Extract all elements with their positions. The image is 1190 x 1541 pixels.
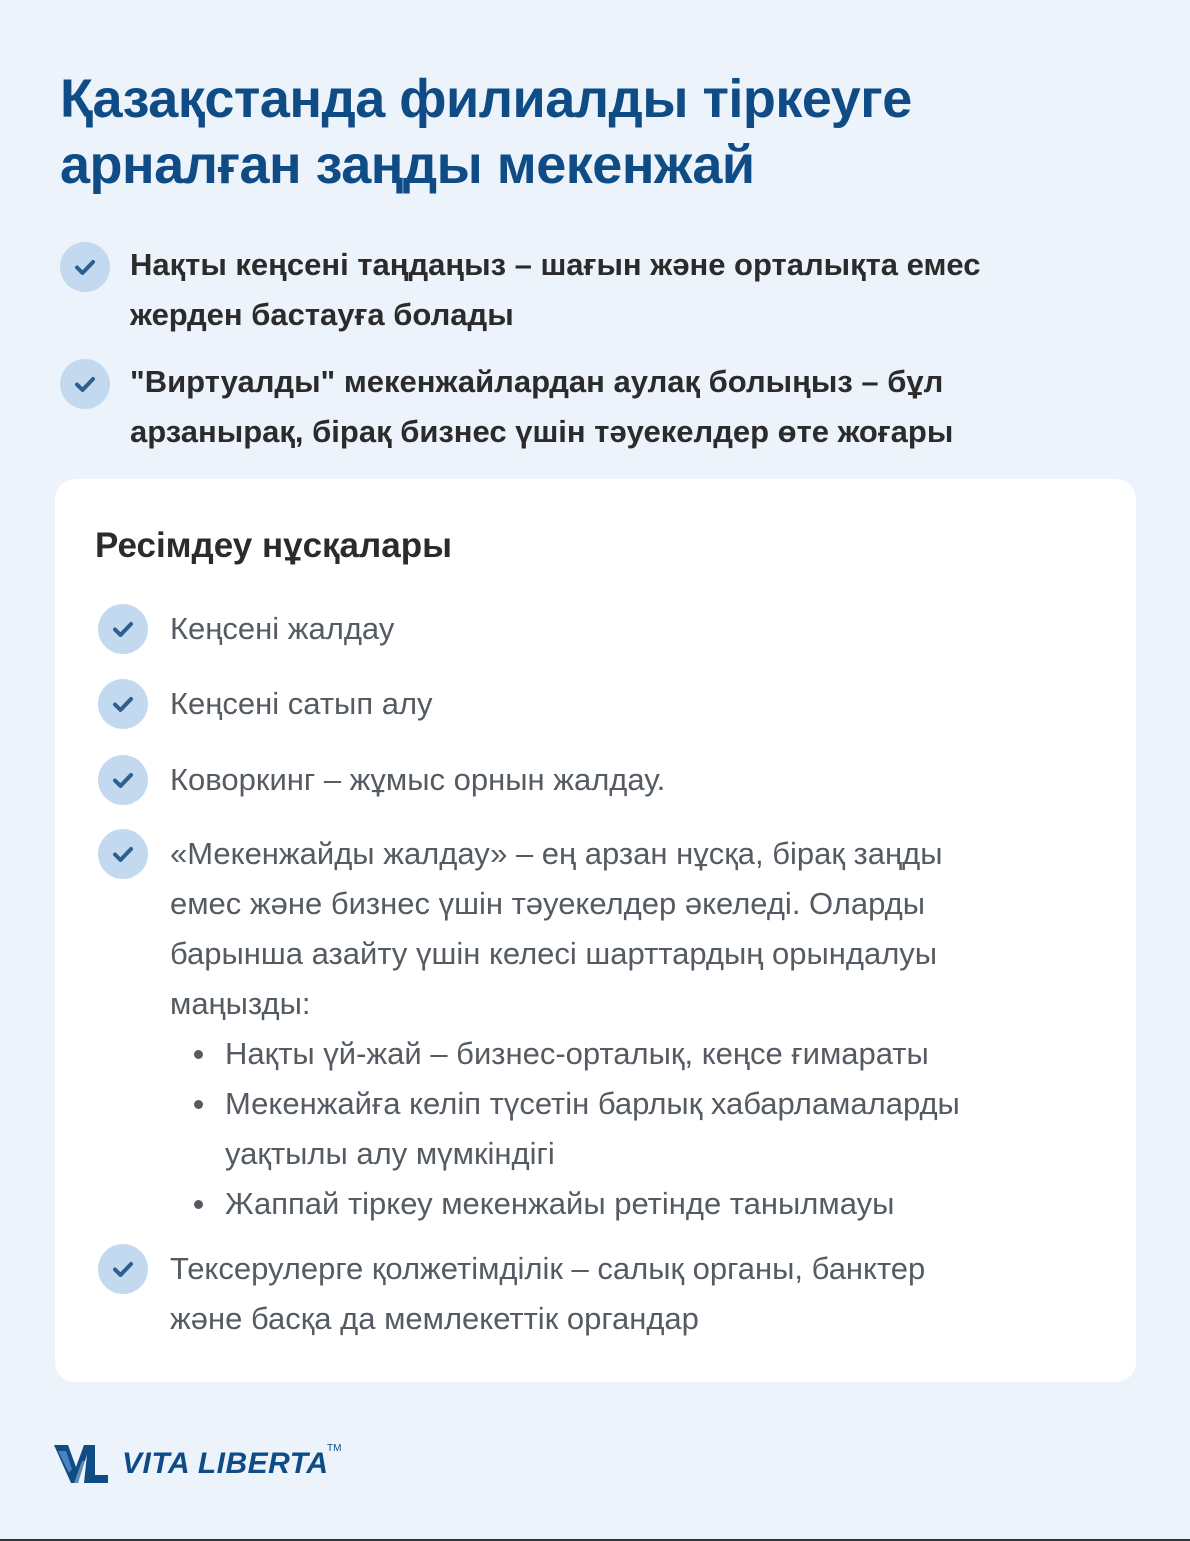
option-text xyxy=(170,829,1098,1029)
check-icon xyxy=(60,242,110,292)
tip-text xyxy=(130,240,1140,340)
tip-line: арзанырақ, бірақ бизнес үшін тәуекелдер өте жоғары xyxy=(130,414,954,449)
tip-line: жерден бастауға болады xyxy=(130,297,514,332)
vita-liberta-logo-icon xyxy=(54,1443,108,1485)
brand-name: VITA LIBERTA xyxy=(122,1447,329,1480)
condition-line: Нақты үй-жай – бизнес-орталық, кеңсе ғимараты xyxy=(225,1036,929,1071)
check-icon xyxy=(60,359,110,409)
check-icon xyxy=(98,755,148,805)
option-text xyxy=(170,1244,1098,1344)
check-icon xyxy=(98,604,148,654)
options-card xyxy=(55,479,1136,1382)
option-line: және басқа да мемлекеттік органдар xyxy=(170,1301,699,1336)
option-line: емес және бизнес үшін тәуекелдер әкеледі. Оларды xyxy=(170,886,926,921)
tip-line: Нақты кеңсені таңдаңыз – шағын және орталықта емес xyxy=(130,247,981,282)
page-title xyxy=(60,66,1140,198)
trademark-mark: TM xyxy=(327,1443,342,1454)
bullet-icon xyxy=(194,1050,203,1059)
option-item xyxy=(98,755,1098,805)
option-text: Кеңсені сатып алу xyxy=(170,686,433,721)
check-icon xyxy=(98,1244,148,1294)
option-text: Коворкинг – жұмыс орнын жалдау. xyxy=(170,762,666,797)
tip-text xyxy=(130,357,1140,457)
option-line: Тексерулерге қолжетімділік – салық органы, банктер xyxy=(170,1251,926,1286)
option-text: Кеңсені жалдау xyxy=(170,611,395,646)
tip-item xyxy=(60,240,1140,340)
check-icon xyxy=(98,829,148,879)
tips-list xyxy=(60,240,1140,474)
condition-item xyxy=(170,1179,1098,1229)
condition-line: Жаппай тіркеу мекенжайы ретінде танылмауы xyxy=(225,1186,895,1221)
option-item xyxy=(98,604,1098,654)
title-line-2: арналған заңды мекенжай xyxy=(60,135,755,195)
check-icon xyxy=(98,679,148,729)
condition-line: уақтылы алу мүмкіндігі xyxy=(225,1136,555,1171)
title-line-1: Қазақстанда филиалды тіркеуге xyxy=(60,69,912,129)
bullet-icon xyxy=(194,1100,203,1109)
condition-item xyxy=(170,1029,1098,1079)
option-line: «Мекенжайды жалдау» – ең арзан нұсқа, бірақ заңды xyxy=(170,836,943,871)
bullet-icon xyxy=(194,1200,203,1209)
tip-item xyxy=(60,357,1140,457)
condition-list xyxy=(170,1029,1098,1229)
tip-line: "Виртуалды" мекенжайлардан аулақ болыңыз – бұл xyxy=(130,364,944,399)
option-item xyxy=(98,1244,1098,1344)
option-line: барынша азайту үшін келесі шарттардың орындалуы xyxy=(170,936,938,971)
condition-line: Мекенжайға келіп түсетін барлық хабарламаларды xyxy=(225,1086,960,1121)
card-title: Ресімдеу нұсқалары xyxy=(95,526,452,565)
option-item xyxy=(98,829,1098,1229)
option-item xyxy=(98,679,1098,729)
option-line: маңызды: xyxy=(170,986,311,1021)
condition-item xyxy=(170,1079,1098,1179)
brand-logo xyxy=(54,1443,342,1485)
